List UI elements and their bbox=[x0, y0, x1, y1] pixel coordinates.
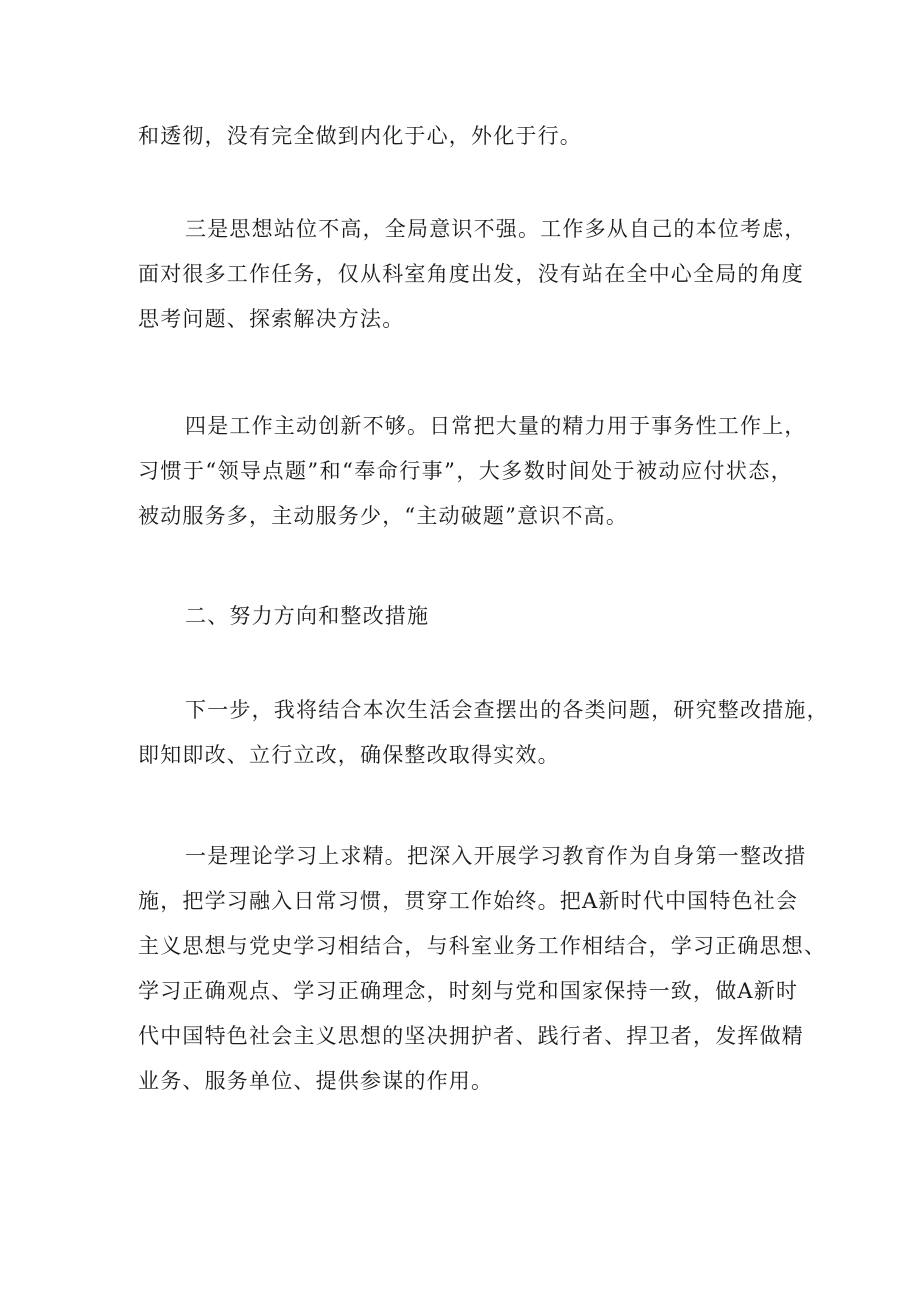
text-line: 学习正确观点、学习正确理念，时刻与党和国家保持一致，做A新时 bbox=[138, 979, 799, 1003]
paragraph-point-four bbox=[138, 404, 807, 539]
text-line: 施，把学习融入日常习惯，贯穿工作始终。把A新时代中国特色社会 bbox=[138, 889, 799, 913]
text-line: 代中国特色社会主义思想的坚决拥护者、践行者、捍卫者，发挥做精 bbox=[138, 1024, 804, 1048]
paragraph-measure-one bbox=[138, 834, 827, 1104]
text-line: 三是思想站位不高，全局意识不强。工作多从自己的本位考虑， bbox=[185, 217, 807, 241]
section-heading-two bbox=[138, 594, 793, 639]
text-line: 被动服务多，主动服务少，“主动破题”意识不高。 bbox=[138, 504, 629, 528]
paragraph-next-step bbox=[138, 688, 829, 778]
text-line: 下一步，我将结合本次生活会查摆出的各类问题，研究整改措施， bbox=[185, 698, 829, 722]
text-line: 一是理论学习上求精。把深入开展学习教育作为自身第一整改措 bbox=[185, 844, 807, 868]
text-line: 面对很多工作任务，仅从科室角度出发，没有站在全中心全局的角度 bbox=[138, 262, 804, 286]
text-line: 主义思想与党史学习相结合，与科室业务工作相结合，学习正确思想、 bbox=[138, 934, 827, 958]
section-heading: 二、努力方向和整改措施 bbox=[185, 604, 430, 628]
paragraph-point-three bbox=[138, 207, 807, 342]
paragraph-continuation bbox=[138, 114, 793, 159]
text-line: 四是工作主动创新不够。日常把大量的精力用于事务性工作上， bbox=[185, 414, 807, 438]
text-line: 业务、服务单位、提供参谋的作用。 bbox=[138, 1069, 494, 1093]
text-line: 习惯于“领导点题”和“奉命行事”，大多数时间处于被动应付状态， bbox=[138, 459, 793, 483]
text-line: 和透彻，没有完全做到内化于心，外化于行。 bbox=[138, 124, 582, 148]
text-line: 思考问题、探索解决方法。 bbox=[138, 307, 405, 331]
text-line: 即知即改、立行立改，确保整改取得实效。 bbox=[138, 743, 560, 767]
